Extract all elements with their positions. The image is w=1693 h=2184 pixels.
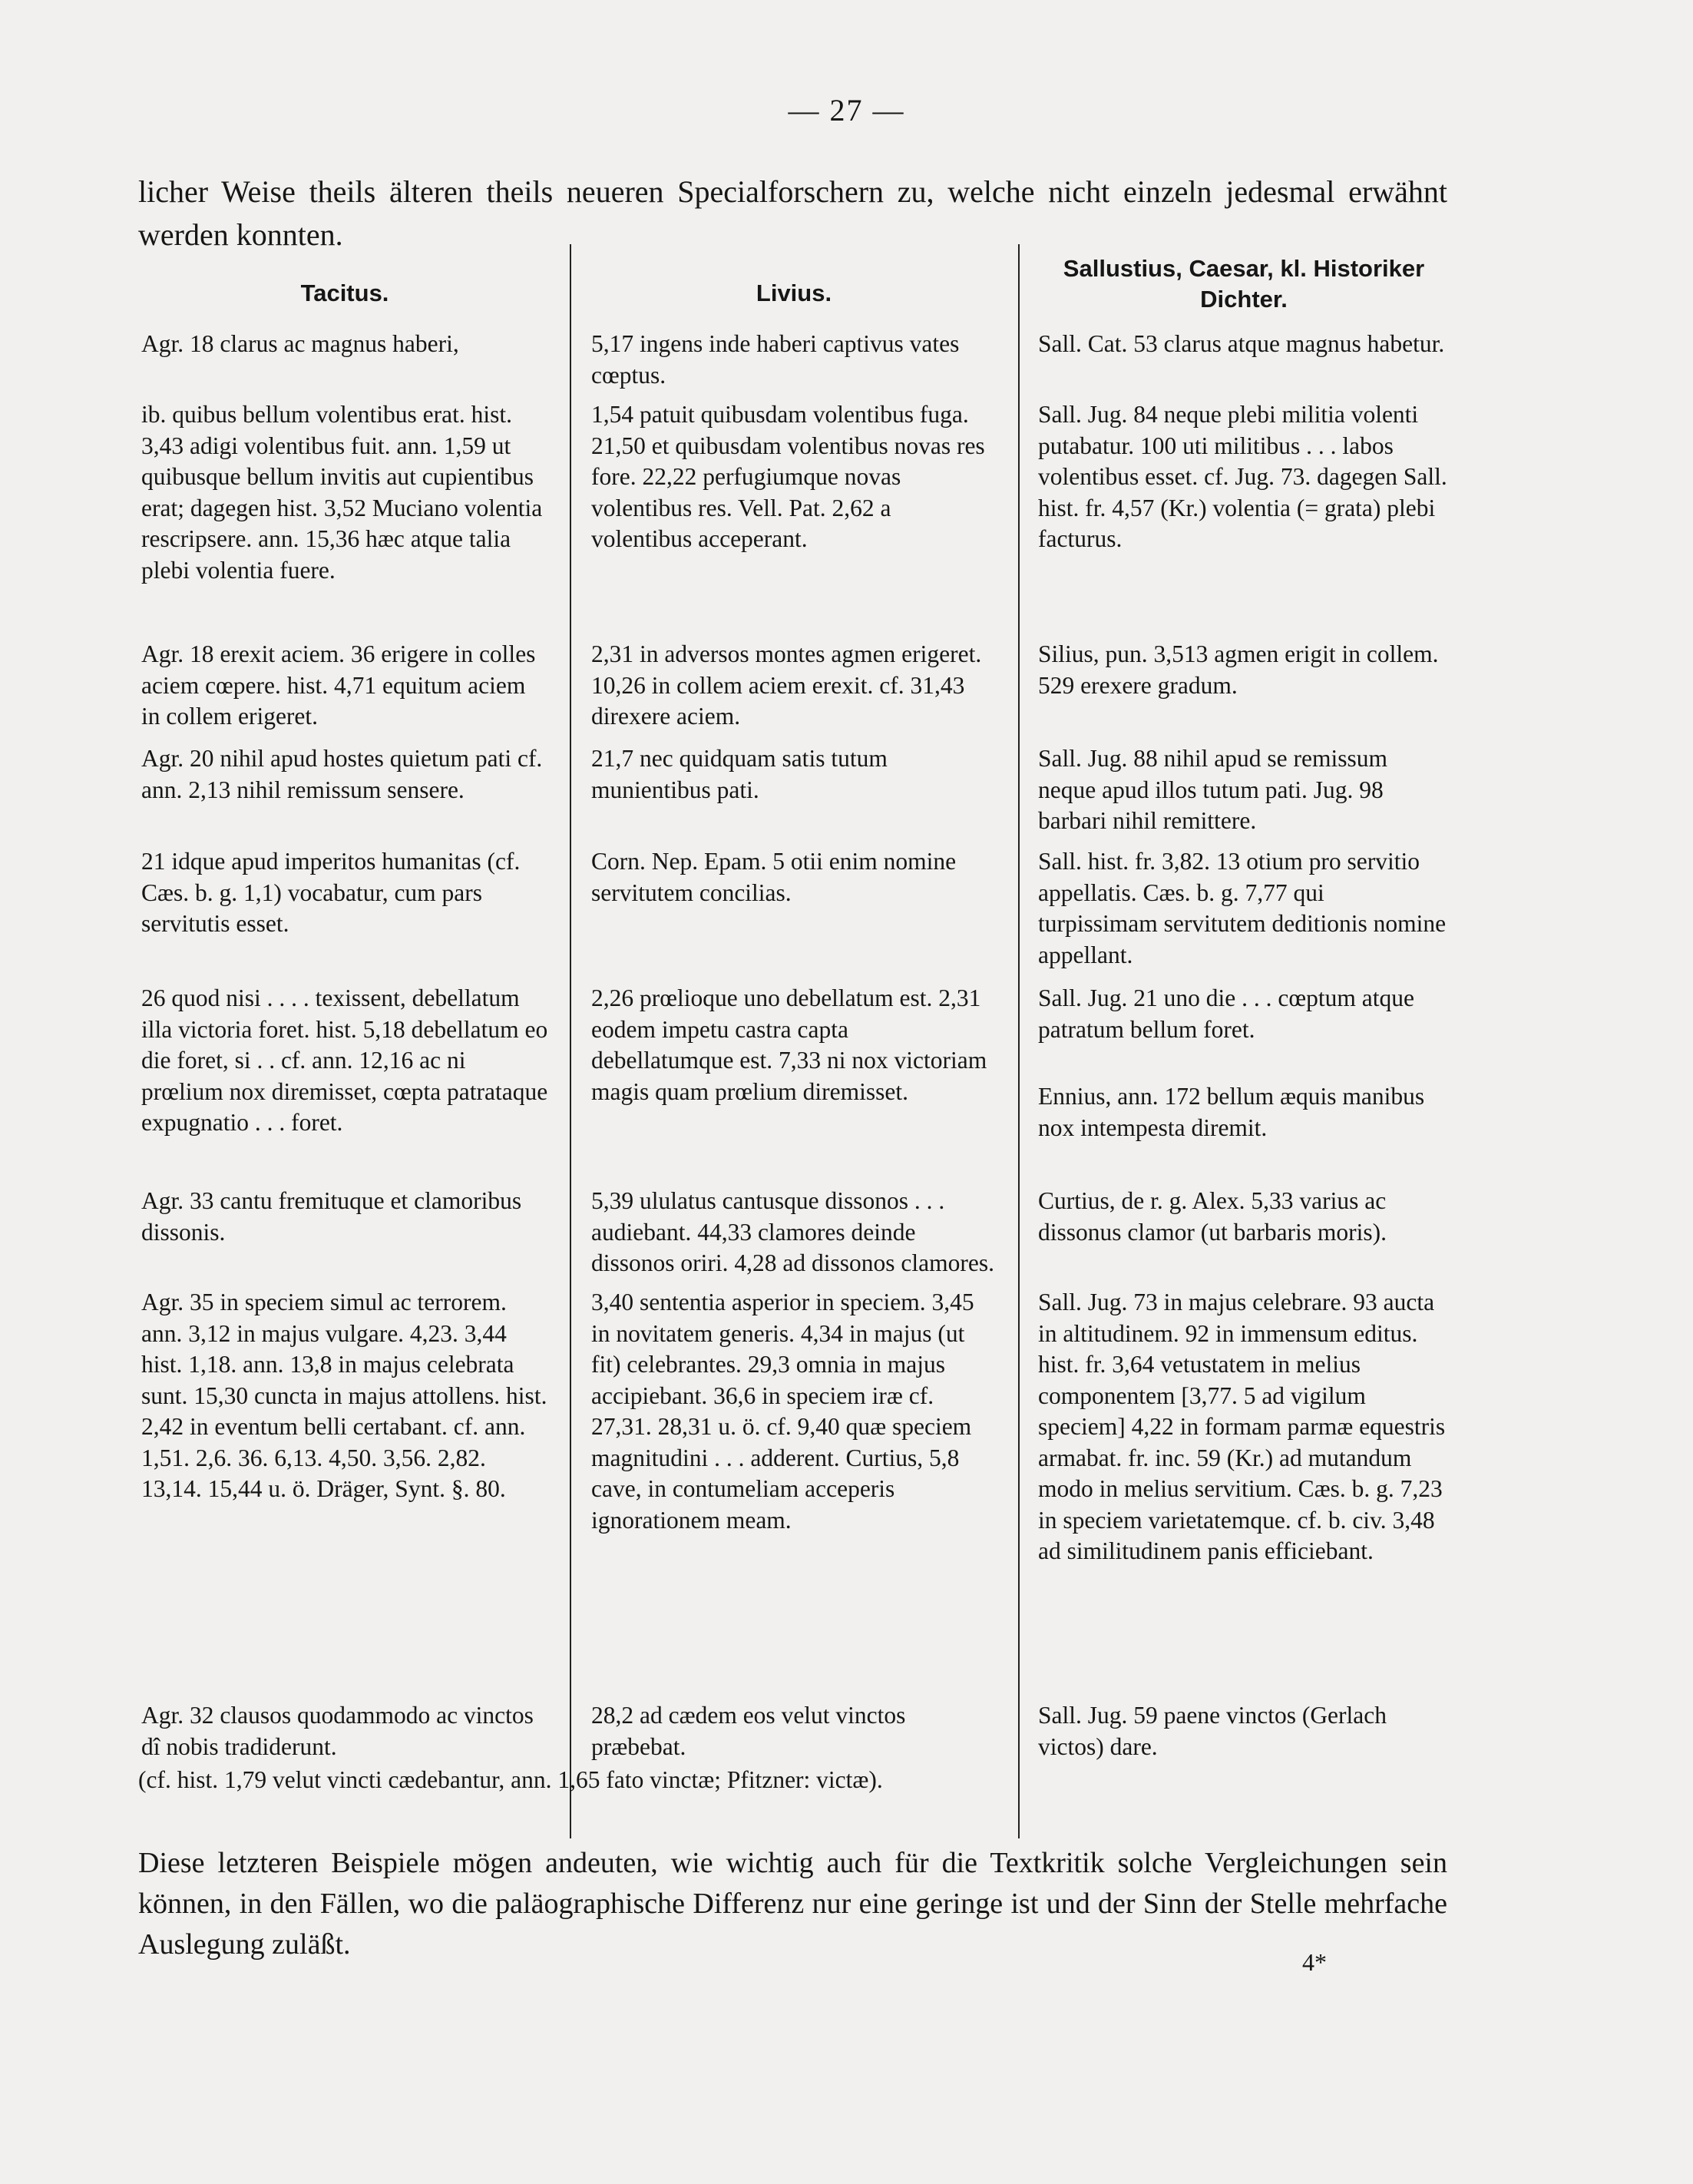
citation-entry: Ennius, ann. 172 bellum æquis manibus nox intempesta diremit. — [1038, 1083, 1425, 1141]
column-tacitus — [141, 329, 548, 1760]
column-heading-tacitus: Tacitus. — [300, 280, 389, 306]
citation-entry: Agr. 33 cantu fremituque et clamoribus dissonis. — [141, 1187, 522, 1246]
column-sallustius — [1038, 329, 1450, 1760]
citation-entry: ib. quibus bellum volentibus erat. hist. 3,43 adigi volentibus fuit. ann. 1,59 ut quibusque bellum invitis aut cupientibus erat; dagegen hist. 3,52 Muciano volentia rescripsere. ann. 15,36 hæc atque talia plebi volentia fuere. — [141, 401, 543, 584]
page-number: — 27 — — [788, 93, 905, 127]
column-livius — [591, 329, 997, 1760]
citation-entry: Sall. Jug. 21 uno die . . . cœptum atque patratum bellum foret. — [1038, 984, 1414, 1043]
citation-entry: 1,54 patuit quibusdam volentibus fuga. 21,50 et quibusdam volentibus novas res fore. 22,22 perfugiumque novas volentibus res. Vell. Pat. 2,62 a volentibus acceperant. — [591, 401, 985, 552]
citation-entry: Sall. Jug. 59 paene vinctos (Gerlach victos) dare. — [1038, 1702, 1387, 1760]
citation-entry: Sall. Jug. 88 nihil apud se remissum neque apud illos tutum pati. Jug. 98 barbari nihil remittere. — [1038, 745, 1387, 834]
citation-entry: 5,39 ululatus cantusque dissonos . . . audiebant. 44,33 clamores deinde dissonos oriri. 4,28 ad dissonos clamores. — [591, 1187, 994, 1276]
citation-entry: 28,2 ad cædem eos velut vinctos præbebat. — [591, 1702, 906, 1760]
citation-entry: Sall. Jug. 73 in majus celebrare. 93 aucta in altitudinem. 92 in immensum editus. hist. fr. 3,64 vetustatem in melius componentem [3,77. 5 ad vigilum speciem] 4,22 in formam parmæ equestris armabat. fr. inc. 59 (Kr.) ad mutandum modo in melius servitium. Cæs. b. g. 7,23 in speciem varietatemque. cf. b. civ. 3,48 ad similitudinem panis efficiebant. — [1038, 1289, 1446, 1564]
citation-entry: Corn. Nep. Epam. 5 otii enim nomine servitutem concilias. — [591, 848, 957, 906]
citation-entry: 2,26 prœlioque uno debellatum est. 2,31 eodem impetu castra capta debellatumque est. 7,33 ni nox victoriam magis quam prœlium diremisset. — [591, 984, 987, 1105]
citation-entry: 26 quod nisi . . . . texissent, debellatum illa victoria foret. hist. 5,18 debellatum eo die foret, si . . cf. ann. 12,16 ac ni prœlium nox diremisset, cœpta patrataque expugnatio . . . foret. — [141, 984, 548, 1136]
column-divider — [1018, 244, 1020, 1838]
closing-paragraph: Diese letzteren Beispiele mögen andeuten, wie wichtig auch für die Textkritik solche Vergleichungen sein können, in den Fällen, wo die paläographische Differenz nur eine geringe ist und der Sinn der Stelle mehrfache Auslegung zuläßt. — [138, 1847, 1447, 1961]
column-divider — [570, 244, 571, 1838]
citation-entry: 5,17 ingens inde haberi captivus vates cœptus. — [591, 330, 960, 389]
citation-entry: Curtius, de r. g. Alex. 5,33 varius ac dissonus clamor (ut barbaris moris). — [1038, 1187, 1387, 1246]
citation-entry: Sall. Jug. 84 neque plebi militia volenti putabatur. 100 uti militibus . . . labos volentibus esset. cf. Jug. 73. dagegen Sall. hist. fr. 4,57 (Kr.) volentia (= grata) plebi facturus. — [1038, 401, 1447, 552]
column-heading-sallustius: Sallustius, Caesar, kl. Historiker Dichter. — [1063, 255, 1425, 313]
signature-mark: 4* — [1302, 1948, 1327, 1976]
citation-entry: Silius, pun. 3,513 agmen erigit in collem. 529 erexere gradum. — [1038, 640, 1439, 699]
citation-entry: 2,31 in adversos montes agmen erigeret. 10,26 in collem aciem erexit. cf. 31,43 direxere aciem. — [591, 640, 982, 730]
citation-entry: 3,40 sententia asperior in speciem. 3,45 in novitatem generis. 4,34 in majus (ut fit) celebrantes. 29,3 omnia in majus accipiebant. 36,6 in speciem iræ cf. 27,31. 28,31 u. ö. cf. 9,40 quæ speciem magnitudini . . . adderent. Curtius, 5,8 cave, in contumeliam acceperis ignorationem meam. — [591, 1289, 974, 1534]
citation-entry: 21 idque apud imperitos humanitas (cf. Cæs. b. g. 1,1) vocabatur, cum pars servitutis esset. — [141, 848, 521, 937]
citation-entry: Sall. Cat. 53 clarus atque magnus habetur. — [1038, 330, 1445, 357]
column-heading-livius: Livius. — [756, 280, 832, 306]
citation-entry: Agr. 18 erexit aciem. 36 erigere in colles aciem cœpere. hist. 4,71 equitum aciem in collem erigeret. — [141, 640, 536, 730]
intro-paragraph: licher Weise theils älteren theils neueren Specialforschern zu, welche nicht einzeln jedesmal erwähnt werden konnten. — [138, 174, 1447, 252]
citation-entry: Agr. 35 in speciem simul ac terrorem. ann. 3,12 in majus vulgare. 4,23. 3,44 hist. 1,18. ann. 13,8 in majus celebrata sunt. 15,30 cuncta in majus attollens. hist. 2,42 in eventum belli certabant. cf. ann. 1,51. 2,6. 36. 6,13. 4,50. 3,56. 2,82. 13,14. 15,44 u. ö. Dräger, Synt. §. 80. — [141, 1289, 547, 1502]
citation-entry: Agr. 32 clausos quodammodo ac vinctos dî nobis tradiderunt. — [141, 1702, 534, 1760]
cross-reference-note: (cf. hist. 1,79 velut vincti cædebantur, ann. 1,65 fato vinctæ; Pfitzner: victæ). — [138, 1766, 883, 1793]
citation-entry: Sall. hist. fr. 3,82. 13 otium pro servitio appellatis. Cæs. b. g. 7,77 qui turpissimam servitutem deditionis nomine appellant. — [1038, 848, 1447, 968]
citation-entry: Agr. 18 clarus ac magnus haberi, — [141, 330, 459, 357]
citation-entry: Agr. 20 nihil apud hostes quietum pati cf. ann. 2,13 nihil remissum sensere. — [141, 745, 543, 803]
citation-entry: 21,7 nec quidquam satis tutum munientibus pati. — [591, 745, 888, 803]
